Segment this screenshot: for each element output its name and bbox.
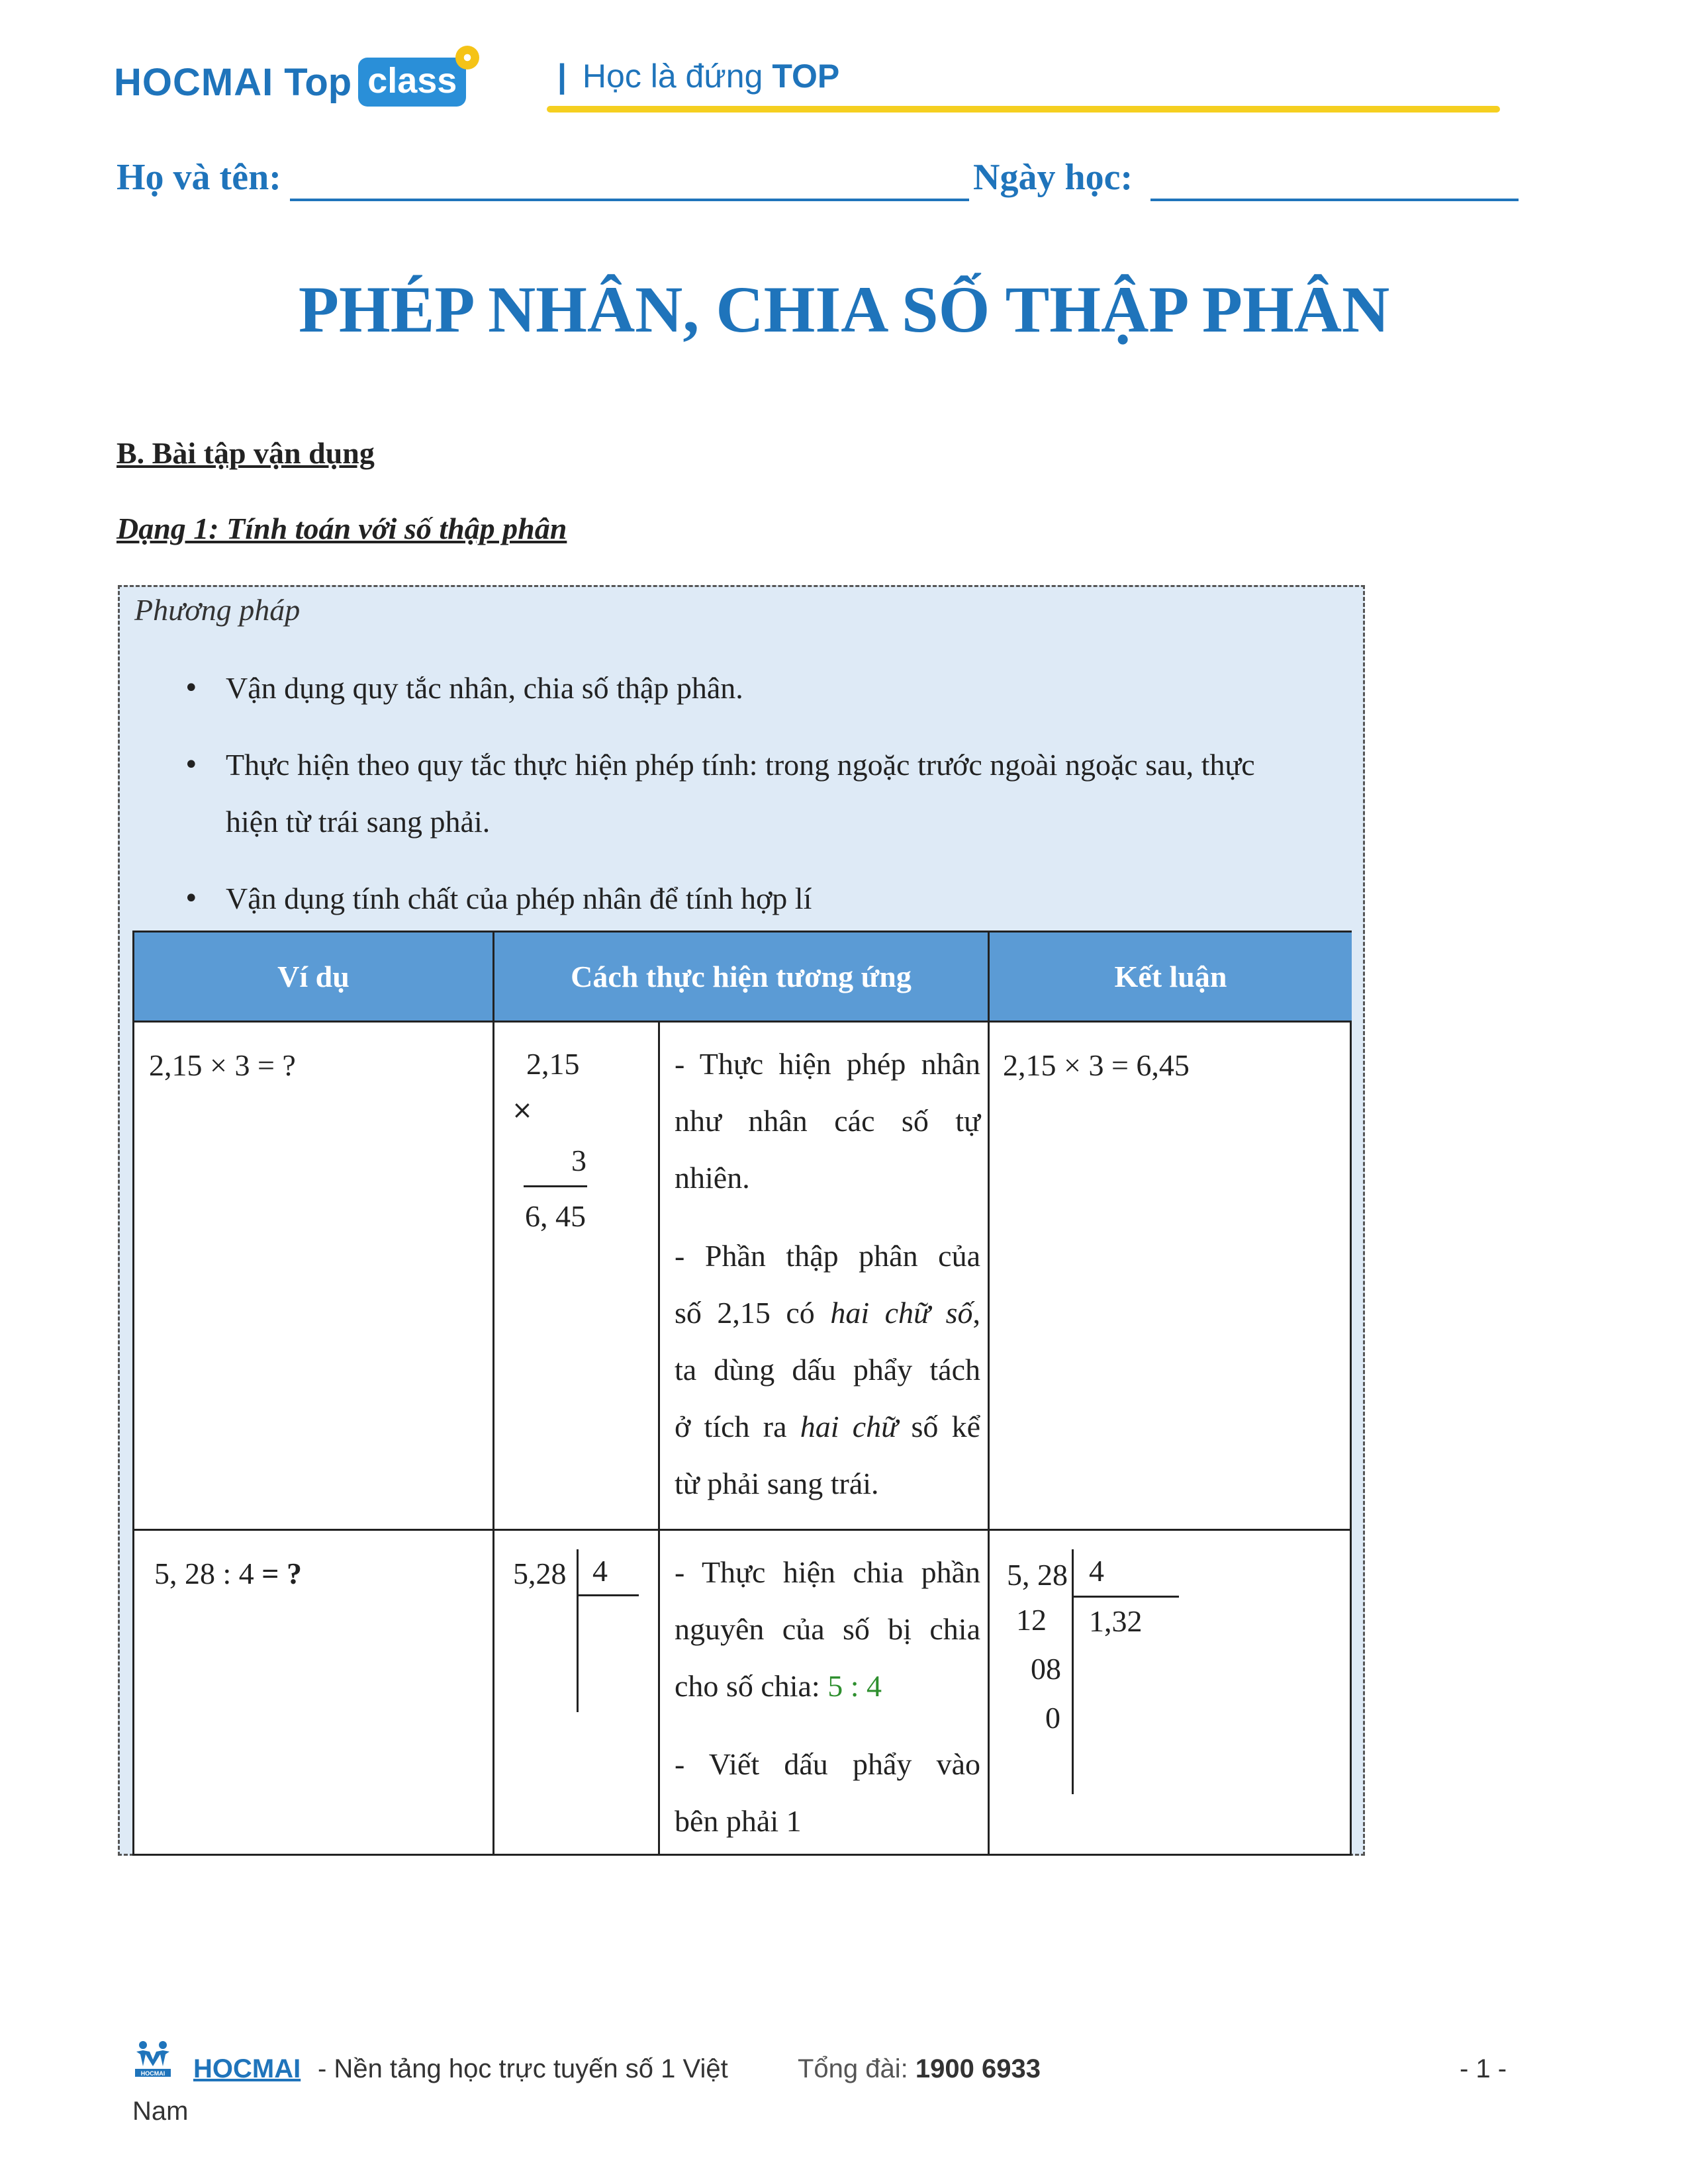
table-cell — [494, 1531, 660, 1856]
table-cell — [990, 1531, 1352, 1856]
method-bullets — [183, 660, 1348, 927]
student-info-row — [117, 156, 1520, 209]
step-line: - Thực hiện phép nhân — [675, 1047, 980, 1081]
subsection-heading: Dạng 1: Tính toán với số thập phân — [117, 512, 567, 545]
table-cell — [134, 1023, 494, 1531]
header-conclusion: Kết luận — [1114, 960, 1227, 993]
name-blank-line[interactable] — [290, 199, 969, 201]
footer-hotline — [798, 2054, 1041, 2084]
step-line: nguyên của số bị chia — [675, 1612, 980, 1646]
name-label: Họ và tên: — [117, 157, 281, 198]
step-italic: hai chữ số — [830, 1296, 973, 1330]
step-text: số 2,15 có — [675, 1296, 815, 1330]
bullet-text: Thực hiện theo quy tắc thực hiện phép tính: trong ngoặc trước ngoài ngoặc sau, thực — [226, 748, 1255, 782]
step-line — [675, 1285, 980, 1342]
footer-tagline: - Nền tảng học trực tuyến số 1 Việt — [318, 2054, 728, 2083]
header-underline — [547, 106, 1500, 113]
multiply-sign: × — [512, 1095, 533, 1124]
header-example: Ví dụ — [277, 960, 350, 993]
calc-factor-b: 3 — [571, 1144, 586, 1177]
step-line — [675, 1398, 980, 1455]
longdiv-dividend: 5, 28 — [1007, 1558, 1068, 1592]
longdiv-vertical-line — [1072, 1549, 1074, 1794]
longdiv-remainder-2: 08 — [1031, 1652, 1061, 1686]
bullet-text: Vận dụng quy tắc nhân, chia số thập phân. — [226, 671, 743, 705]
step-line: - Phần thập phân của — [675, 1239, 980, 1273]
slogan-text: Học là đứng — [582, 58, 763, 95]
table-header-cell — [494, 933, 990, 1023]
calc-product: 6, 45 — [525, 1199, 586, 1233]
examples-table — [132, 931, 1352, 1856]
step-line: - Thực hiện chia phần — [675, 1555, 980, 1589]
table-cell — [990, 1023, 1352, 1531]
bullet-text: Vận dụng tính chất của phép nhân để tính hợp lí — [226, 882, 812, 915]
bullet-item — [183, 660, 1348, 717]
step-line: như nhân các số tự — [675, 1104, 980, 1138]
logo-top-text: Top — [284, 60, 352, 104]
hocmai-topclass-logo — [114, 56, 466, 109]
table-header-cell — [990, 933, 1352, 1023]
step-line: nhiên. — [675, 1161, 750, 1195]
longdiv-remainder-1: 12 — [1016, 1603, 1047, 1637]
calc-factor-a: 2,15 — [526, 1047, 580, 1081]
step-text: cho số chia: — [675, 1669, 820, 1703]
footer-brand-link[interactable]: HOCMAI — [193, 2054, 301, 2083]
hotline-label: Tổng đài: — [798, 2054, 908, 2083]
step-text: ở tích ra — [675, 1410, 787, 1443]
step-line — [675, 1658, 980, 1715]
calc-rule-line — [524, 1185, 587, 1187]
division-dividend: 5,28 — [513, 1557, 567, 1590]
method-title: Phương pháp — [134, 593, 301, 627]
bullet-text-cont: hiện từ trái sang phải. — [226, 805, 491, 839]
hotline-number: 1900 6933 — [915, 2054, 1041, 2083]
sun-icon — [455, 46, 479, 69]
steps-1 — [675, 1036, 980, 1512]
example-1: 2,15 × 3 = ? — [149, 1048, 296, 1082]
example-2-question: = ? — [261, 1557, 302, 1590]
logo-class-text: class — [367, 61, 457, 101]
header-method: Cách thực hiện tương ứng — [571, 960, 912, 993]
table-cell — [660, 1531, 990, 1856]
footer-tagline-cont: Nam — [132, 2097, 189, 2126]
table-cell — [494, 1023, 660, 1531]
page-title: PHÉP NHÂN, CHIA SỐ THẬP PHÂN — [298, 273, 1390, 346]
longdiv-remainder-3: 0 — [1045, 1701, 1060, 1735]
logo-class-badge — [358, 58, 466, 107]
date-label: Ngày học: — [973, 157, 1133, 198]
slogan-divider: | — [557, 58, 567, 95]
slogan-bold: TOP — [772, 58, 840, 95]
example-2 — [154, 1556, 302, 1591]
bullet-item — [183, 870, 1348, 927]
step-line: - Viết dấu phẩy vào — [675, 1747, 980, 1781]
table-header-cell — [134, 933, 494, 1023]
footer-logo-label: HOCMAI — [140, 2070, 165, 2077]
bullet-item — [183, 737, 1348, 850]
step-green-expr: 5 : 4 — [827, 1669, 882, 1703]
hocmai-logo-icon — [132, 2040, 173, 2079]
page-number: - 1 - — [1460, 2054, 1507, 2083]
step-text: , — [972, 1296, 980, 1330]
conclusion-1: 2,15 × 3 = 6,45 — [1003, 1048, 1190, 1082]
step-italic: hai chữ — [800, 1410, 898, 1443]
step-line: từ phải sang trái. — [675, 1467, 879, 1500]
section-heading: B. Bài tập vận dụng — [117, 436, 375, 470]
logo-hocmai-text: HOCMAI — [114, 60, 274, 104]
date-blank-line[interactable] — [1150, 199, 1519, 201]
slogan — [557, 57, 839, 95]
step-line: ta dùng dấu phẩy tách — [675, 1353, 980, 1387]
longdiv-divisor: 4 — [1089, 1554, 1104, 1588]
table-cell — [134, 1531, 494, 1856]
division-horizontal-line — [577, 1594, 639, 1596]
table-cell — [660, 1023, 990, 1531]
longdiv-horizontal-line — [1072, 1596, 1179, 1598]
division-vertical-line — [577, 1549, 579, 1712]
step-line: bên phải 1 — [675, 1804, 802, 1838]
example-2-expr: 5, 28 : 4 — [154, 1557, 254, 1590]
step-text: số kể — [911, 1410, 981, 1443]
longdiv-quotient: 1,32 — [1089, 1604, 1143, 1638]
steps-2 — [675, 1544, 980, 1850]
division-divisor: 4 — [592, 1554, 608, 1588]
